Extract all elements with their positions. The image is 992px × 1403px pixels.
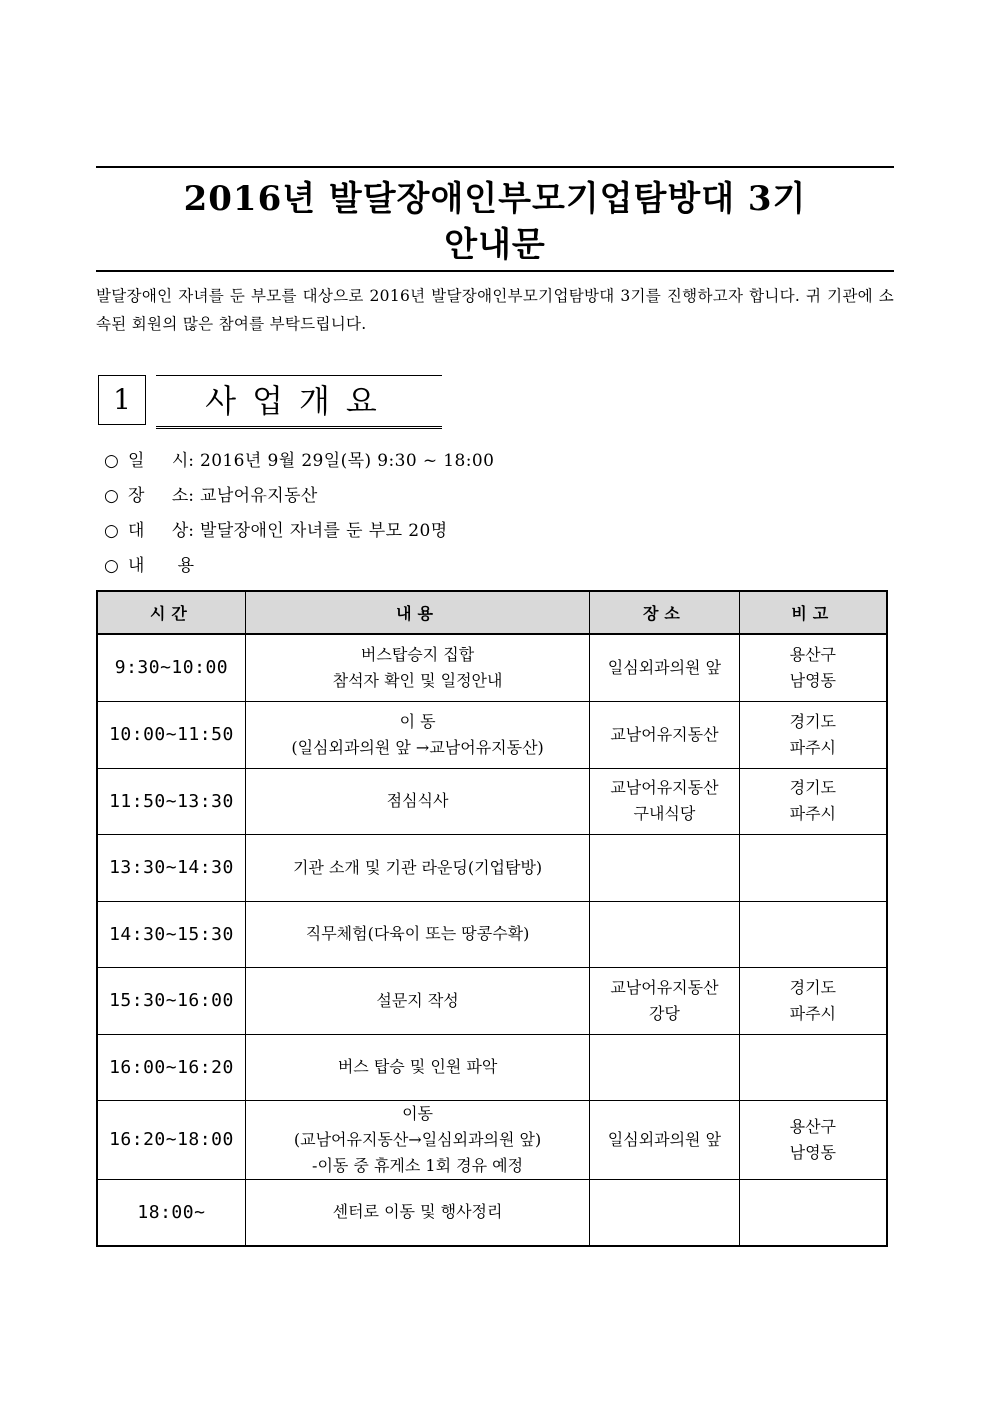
cell-note-line: 남영동 bbox=[789, 670, 836, 690]
table-row bbox=[97, 701, 887, 768]
schedule-table bbox=[96, 590, 888, 1247]
cell-place-line: 교남어유지동산 bbox=[610, 977, 719, 997]
list-item bbox=[104, 448, 494, 483]
cell-place-line: 일심외과의원 앞 bbox=[607, 657, 722, 677]
cell-time bbox=[97, 634, 245, 701]
cell-time bbox=[97, 901, 245, 967]
cell-content bbox=[245, 634, 589, 701]
cell-place bbox=[590, 834, 739, 901]
cell-time bbox=[97, 701, 245, 768]
cell-content bbox=[245, 768, 589, 834]
cell-place bbox=[590, 1100, 739, 1179]
cell-content bbox=[245, 701, 589, 768]
cell-place-line: 강당 bbox=[648, 1003, 680, 1023]
cell-time bbox=[97, 1034, 245, 1100]
cell-time-line: 18:00~ bbox=[137, 1201, 206, 1223]
item-value-date: 2016년 9월 29일(목) 9:30 ~ 18:00 bbox=[200, 451, 495, 471]
cell-content-line: 직무체험(다육이 또는 땅콩수확) bbox=[305, 924, 530, 943]
cell-place bbox=[590, 1179, 739, 1246]
cell-content-line: 기관 소개 및 기관 라운딩(기업탐방) bbox=[292, 857, 543, 877]
cell-time-line: 10:00~11:50 bbox=[109, 724, 234, 745]
cell-note bbox=[739, 967, 887, 1034]
cell-content-line: 이 동 bbox=[399, 711, 436, 731]
cell-note bbox=[739, 1179, 887, 1246]
cell-note-line: 파주시 bbox=[789, 804, 836, 823]
cell-note-line: 파주시 bbox=[789, 737, 836, 757]
cell-content-line: 버스탑승지 집합 bbox=[360, 644, 475, 664]
cell-content-line: 설문지 작성 bbox=[376, 990, 459, 1010]
circle-bullet-icon: ○ bbox=[104, 486, 119, 506]
document-title: 2016년 발달장애인부모기업탐방대 3기 bbox=[183, 179, 807, 219]
cell-place bbox=[590, 768, 739, 834]
cell-note-line: 경기도 bbox=[789, 778, 836, 797]
section-heading bbox=[98, 375, 443, 425]
cell-content bbox=[245, 834, 589, 901]
cell-time-line: 15:30~16:00 bbox=[109, 990, 234, 1011]
cell-time-line: 11:50~13:30 bbox=[109, 790, 234, 812]
cell-content-line: 참석자 확인 및 일정안내 bbox=[332, 670, 503, 690]
cell-time bbox=[97, 1179, 245, 1246]
cell-content bbox=[245, 1034, 589, 1100]
column-header-place: 장소 bbox=[590, 591, 739, 634]
cell-time-line: 16:00~16:20 bbox=[109, 1056, 234, 1078]
cell-place bbox=[590, 1034, 739, 1100]
cell-time bbox=[97, 768, 245, 834]
cell-content-line: 버스 탑승 및 인원 파악 bbox=[337, 1057, 498, 1076]
cell-note bbox=[739, 701, 887, 768]
cell-time bbox=[97, 967, 245, 1034]
cell-note-line: 용산구 bbox=[789, 644, 836, 664]
item-label: 대 상: bbox=[128, 521, 194, 541]
section-number: 1 bbox=[98, 375, 146, 425]
cell-content bbox=[245, 1100, 589, 1179]
cell-content-line: (교남어유지동산→일심외과의원 앞) bbox=[293, 1129, 542, 1149]
column-header-content: 내용 bbox=[245, 591, 589, 634]
list-item bbox=[104, 518, 494, 553]
cell-content-line: 이동 bbox=[402, 1103, 434, 1123]
cell-place bbox=[590, 901, 739, 967]
cell-note bbox=[739, 634, 887, 701]
table-row bbox=[97, 1034, 887, 1100]
column-header-time: 시간 bbox=[97, 591, 245, 634]
cell-time-line: 14:30~15:30 bbox=[109, 923, 234, 945]
item-value-target: 발달장애인 자녀를 둔 부모 20명 bbox=[200, 521, 448, 541]
cell-place-line: 구내식당 bbox=[633, 804, 696, 823]
cell-content bbox=[245, 1179, 589, 1246]
cell-note bbox=[739, 1034, 887, 1100]
table-row bbox=[97, 1179, 887, 1246]
table-row bbox=[97, 834, 887, 901]
cell-place bbox=[590, 701, 739, 768]
overview-list bbox=[104, 448, 494, 588]
cell-note bbox=[739, 768, 887, 834]
cell-content bbox=[245, 901, 589, 967]
table-row bbox=[97, 768, 887, 834]
cell-content-line: 점심식사 bbox=[386, 791, 449, 810]
cell-note bbox=[739, 901, 887, 967]
document-subtitle: 안내문 bbox=[444, 225, 546, 265]
column-header-note: 비고 bbox=[739, 591, 887, 634]
cell-place-line: 교남어유지동산 bbox=[610, 778, 719, 797]
list-item bbox=[104, 483, 494, 518]
list-item bbox=[104, 553, 494, 588]
item-value-place: 교남어유지동산 bbox=[200, 486, 318, 506]
cell-note-line: 경기도 bbox=[789, 977, 836, 997]
cell-place-line: 일심외과의원 앞 bbox=[607, 1129, 722, 1149]
circle-bullet-icon: ○ bbox=[104, 451, 119, 471]
cell-note-line: 남영동 bbox=[789, 1142, 836, 1162]
table-header-row bbox=[97, 591, 887, 634]
cell-place bbox=[590, 634, 739, 701]
table-row bbox=[97, 634, 887, 701]
cell-content-line: (일심외과의원 앞 →교남어유지동산) bbox=[291, 737, 544, 757]
item-label: 내 용 bbox=[128, 556, 194, 576]
circle-bullet-icon: ○ bbox=[104, 521, 119, 541]
cell-place-line: 교남어유지동산 bbox=[610, 724, 719, 744]
cell-note bbox=[739, 1100, 887, 1179]
intro-paragraph: 발달장애인 자녀를 둔 부모를 대상으로 2016년 발달장애인부모기업탐방대 3기를 진행하고자 합니다. 귀 기관에 소속된 회원의 많은 참여를 부탁드립니다. bbox=[96, 287, 894, 333]
item-label: 일 시: bbox=[128, 451, 194, 471]
cell-note-line: 경기도 bbox=[789, 711, 836, 731]
table-row bbox=[97, 1100, 887, 1179]
cell-time bbox=[97, 834, 245, 901]
cell-time-line: 9:30~10:00 bbox=[114, 657, 229, 679]
cell-place bbox=[590, 967, 739, 1034]
cell-time bbox=[97, 1100, 245, 1179]
title-block bbox=[96, 166, 894, 272]
item-label: 장 소: bbox=[128, 486, 194, 506]
cell-note-line: 파주시 bbox=[789, 1003, 836, 1023]
circle-bullet-icon: ○ bbox=[104, 556, 119, 576]
cell-content-line: 센터로 이동 및 행사정리 bbox=[332, 1202, 503, 1222]
section-title-frame bbox=[156, 375, 442, 429]
section-title: 사업개요 bbox=[205, 382, 393, 420]
cell-content-line: -이동 중 휴게소 1회 경유 예정 bbox=[312, 1155, 524, 1175]
cell-note bbox=[739, 834, 887, 901]
table-row bbox=[97, 901, 887, 967]
cell-time-line: 16:20~18:00 bbox=[109, 1129, 234, 1150]
cell-note-line: 용산구 bbox=[789, 1116, 836, 1136]
cell-content bbox=[245, 967, 589, 1034]
schedule-body bbox=[97, 634, 887, 1246]
table-row bbox=[97, 967, 887, 1034]
cell-time-line: 13:30~14:30 bbox=[109, 857, 234, 878]
